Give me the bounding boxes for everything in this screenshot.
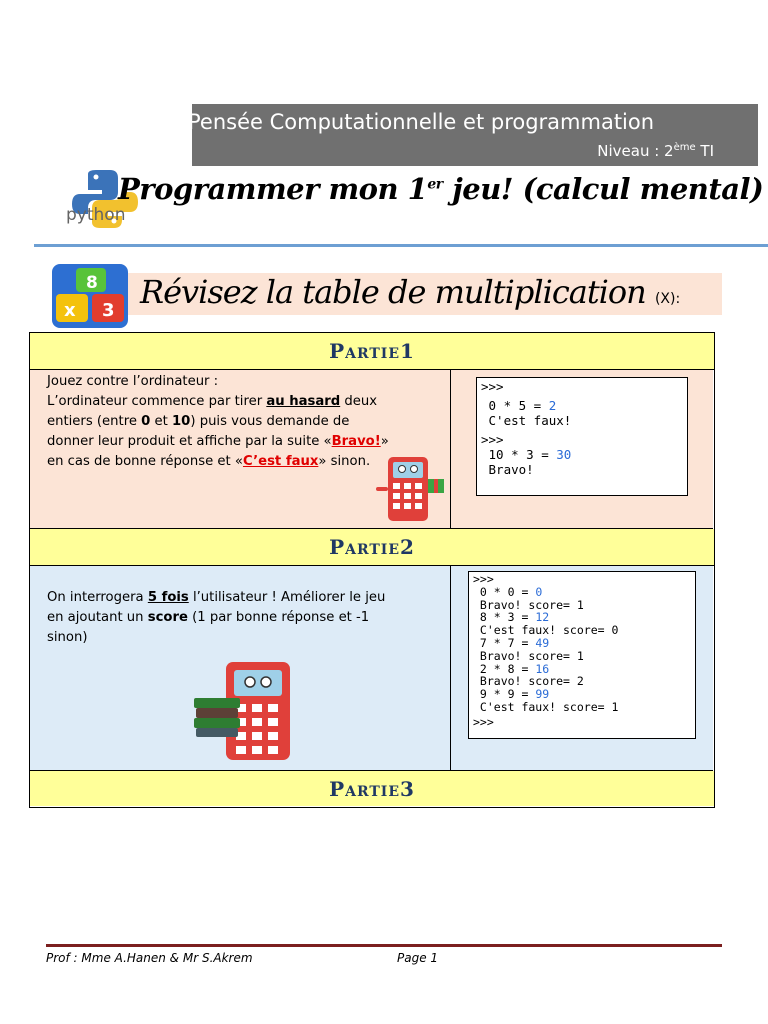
divider (34, 244, 768, 247)
course-title: Pensée Computationnelle et programmation (188, 110, 655, 134)
partie1-instructions: Jouez contre l’ordinateur : L’ordinateur commence par tirer au hasard deux entiers (entre 0 et 10) puis vous demande de donner leur produit et affiche par la suite «Bravo!» en cas de bonne réponse et «C’est faux» sinon. (47, 374, 389, 469)
calculator-books-icon (192, 660, 304, 764)
level-label: Niveau : 2ème TI (597, 142, 714, 160)
exercise-table (29, 332, 715, 808)
svg-text:python: python (66, 205, 126, 225)
partie2-heading: Partie2 (30, 529, 714, 566)
partie2-description-cell (30, 566, 451, 771)
partie3-heading: Partie3 (30, 771, 714, 806)
calculator-gift-icon (374, 453, 448, 525)
footer-divider (46, 944, 722, 947)
partie1-console-cell (451, 370, 713, 529)
main-title: Programmer mon 1er jeu! (calcul mental) (118, 172, 764, 206)
svg-text:3: 3 (102, 300, 115, 321)
revise-title: Révisez la table de multiplication (X): (140, 273, 681, 311)
partie1-description-cell (30, 370, 451, 529)
partie2-instructions: On interrogera 5 fois l’utilisateur ! Améliorer le jeu en ajoutant un score (1 par bonne réponse et -1 sinon) (47, 590, 386, 645)
partie1-console: >>> 0 * 5 = 2 C'est faux! >>> 10 * 3 = 30 Bravo! (476, 377, 688, 496)
page-number: Page 1 (397, 951, 439, 965)
math-cubes-icon (52, 264, 128, 328)
svg-text:8: 8 (86, 273, 98, 293)
footer-authors: Prof : Mme A.Hanen & Mr S.Akrem (46, 951, 253, 965)
partie2-console: >>> 0 * 0 = 0 Bravo! score= 1 8 * 3 = 12 C'est faux! score= 0 7 * 7 = 49 Bravo! score= 1 2 * 8 = 16 Bravo! score= 2 9 * 9 = 99 C'est faux! score= 1 >>> (468, 571, 696, 739)
revise-banner (128, 273, 722, 315)
partie2-console-cell (451, 566, 713, 771)
header-bar (188, 104, 758, 166)
svg-text:x: x (64, 300, 76, 321)
partie1-heading: Partie1 (30, 333, 714, 370)
